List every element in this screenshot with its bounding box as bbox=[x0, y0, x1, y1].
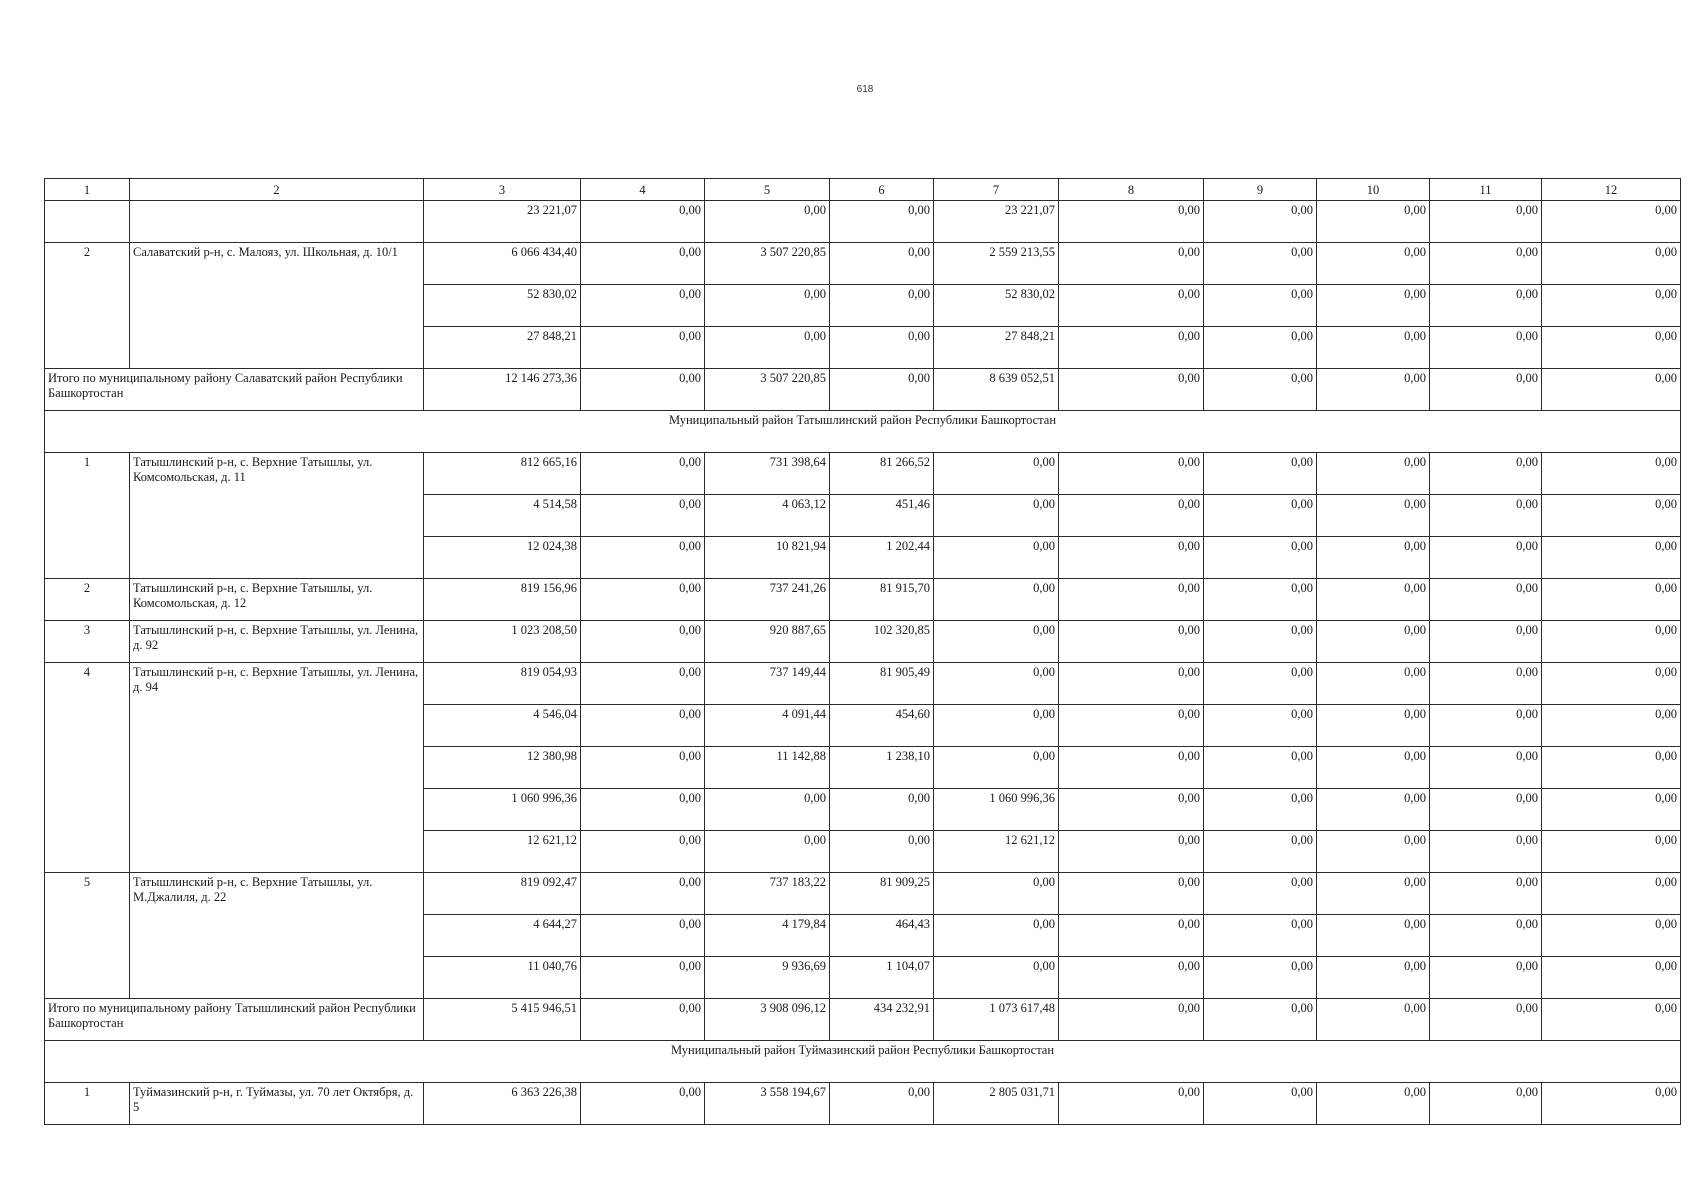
cell-value: 10 821,94 bbox=[705, 537, 830, 579]
cell-value: 0,00 bbox=[705, 285, 830, 327]
cell-value: 0,00 bbox=[1204, 369, 1317, 411]
total-label: Итого по муниципальному району Салаватский район Республики Башкортостан bbox=[45, 369, 424, 411]
cell-value: 23 221,07 bbox=[934, 201, 1059, 243]
cell-value: 920 887,65 bbox=[705, 621, 830, 663]
cell-value: 0,00 bbox=[1317, 537, 1430, 579]
cell-value: 11 040,76 bbox=[424, 957, 581, 999]
cell-value: 737 241,26 bbox=[705, 579, 830, 621]
cell-value: 454,60 bbox=[830, 705, 934, 747]
cell-value: 0,00 bbox=[1059, 327, 1204, 369]
cell-value: 0,00 bbox=[1317, 369, 1430, 411]
cell-value: 0,00 bbox=[1317, 243, 1430, 285]
cell-value: 0,00 bbox=[1542, 915, 1681, 957]
cell-value: 0,00 bbox=[1542, 579, 1681, 621]
cell-value: 0,00 bbox=[1059, 789, 1204, 831]
cell-value: 0,00 bbox=[1542, 1083, 1681, 1125]
cell-value: 0,00 bbox=[1059, 873, 1204, 915]
cell-value: 0,00 bbox=[934, 579, 1059, 621]
cell-value: 0,00 bbox=[1059, 747, 1204, 789]
cell-value: 52 830,02 bbox=[934, 285, 1059, 327]
cell-value: 2 805 031,71 bbox=[934, 1083, 1059, 1125]
cell-value: 12 621,12 bbox=[424, 831, 581, 873]
page-number: 618 bbox=[856, 84, 874, 95]
cell-value: 464,43 bbox=[830, 915, 934, 957]
cell-value: 434 232,91 bbox=[830, 999, 934, 1041]
cell-value: 0,00 bbox=[1059, 705, 1204, 747]
cell-value: 0,00 bbox=[1204, 243, 1317, 285]
cell-value: 102 320,85 bbox=[830, 621, 934, 663]
address-cell: Салаватский р-н, с. Малояз, ул. Школьная, д. 10/1 bbox=[130, 243, 424, 369]
cell-value: 451,46 bbox=[830, 495, 934, 537]
total-row bbox=[45, 369, 1681, 411]
cell-value: 0,00 bbox=[1542, 705, 1681, 747]
cell-value: 0,00 bbox=[1204, 495, 1317, 537]
row-index: 1 bbox=[45, 453, 130, 579]
column-header: 3 bbox=[424, 179, 581, 201]
cell-value: 0,00 bbox=[1430, 621, 1542, 663]
cell-value: 0,00 bbox=[1204, 327, 1317, 369]
cell-value: 731 398,64 bbox=[705, 453, 830, 495]
cell-value: 81 909,25 bbox=[830, 873, 934, 915]
address-cell: Татышлинский р-н, с. Верхние Татышлы, ул. Комсомольская, д. 11 bbox=[130, 453, 424, 579]
row-index: 3 bbox=[45, 621, 130, 663]
section-row bbox=[45, 1041, 1681, 1083]
cell-value: 0,00 bbox=[934, 747, 1059, 789]
cell-value: 0,00 bbox=[1542, 663, 1681, 705]
cell-value: 0,00 bbox=[830, 1083, 934, 1125]
cell-value: 0,00 bbox=[1430, 705, 1542, 747]
cell-value: 3 558 194,67 bbox=[705, 1083, 830, 1125]
row-index bbox=[45, 201, 130, 243]
cell-value: 0,00 bbox=[830, 285, 934, 327]
cell-value: 0,00 bbox=[1430, 1083, 1542, 1125]
row-index: 2 bbox=[45, 579, 130, 621]
cell-value: 0,00 bbox=[1317, 1083, 1430, 1125]
cell-value: 0,00 bbox=[1059, 999, 1204, 1041]
address-cell: Татышлинский р-н, с. Верхние Татышлы, ул. Ленина, д. 92 bbox=[130, 621, 424, 663]
cell-value: 0,00 bbox=[1204, 831, 1317, 873]
cell-value: 0,00 bbox=[1204, 705, 1317, 747]
cell-value: 0,00 bbox=[581, 621, 705, 663]
cell-value: 4 546,04 bbox=[424, 705, 581, 747]
cell-value: 4 179,84 bbox=[705, 915, 830, 957]
cell-value: 0,00 bbox=[1317, 747, 1430, 789]
column-header: 11 bbox=[1430, 179, 1542, 201]
column-header: 4 bbox=[581, 179, 705, 201]
cell-value: 0,00 bbox=[581, 495, 705, 537]
column-header: 2 bbox=[130, 179, 424, 201]
table-row bbox=[45, 621, 1681, 663]
cell-value: 6 363 226,38 bbox=[424, 1083, 581, 1125]
cell-value: 4 514,58 bbox=[424, 495, 581, 537]
cell-value: 0,00 bbox=[581, 285, 705, 327]
cell-value: 812 665,16 bbox=[424, 453, 581, 495]
cell-value: 0,00 bbox=[1542, 201, 1681, 243]
cell-value: 81 915,70 bbox=[830, 579, 934, 621]
cell-value: 0,00 bbox=[1430, 789, 1542, 831]
cell-value: 0,00 bbox=[830, 327, 934, 369]
cell-value: 0,00 bbox=[1542, 747, 1681, 789]
cell-value: 0,00 bbox=[581, 537, 705, 579]
cell-value: 0,00 bbox=[1542, 369, 1681, 411]
cell-value: 0,00 bbox=[1059, 579, 1204, 621]
cell-value: 0,00 bbox=[1059, 1083, 1204, 1125]
header-row bbox=[45, 179, 1681, 201]
cell-value: 0,00 bbox=[581, 957, 705, 999]
cell-value: 1 060 996,36 bbox=[424, 789, 581, 831]
row-index: 2 bbox=[45, 243, 130, 369]
cell-value: 0,00 bbox=[1059, 201, 1204, 243]
cell-value: 0,00 bbox=[1542, 327, 1681, 369]
cell-value: 0,00 bbox=[934, 621, 1059, 663]
cell-value: 0,00 bbox=[1204, 285, 1317, 327]
cell-value: 0,00 bbox=[1317, 873, 1430, 915]
cell-value: 0,00 bbox=[1204, 873, 1317, 915]
cell-value: 0,00 bbox=[1059, 285, 1204, 327]
cell-value: 0,00 bbox=[1542, 957, 1681, 999]
cell-value: 0,00 bbox=[1430, 663, 1542, 705]
cell-value: 0,00 bbox=[934, 705, 1059, 747]
cell-value: 0,00 bbox=[1204, 999, 1317, 1041]
address-cell: Туймазинский р-н, г. Туймазы, ул. 70 лет Октября, д. 5 bbox=[130, 1083, 424, 1125]
cell-value: 0,00 bbox=[1542, 831, 1681, 873]
cell-value: 12 621,12 bbox=[934, 831, 1059, 873]
cell-value: 0,00 bbox=[705, 831, 830, 873]
cell-value: 0,00 bbox=[830, 201, 934, 243]
cell-value: 0,00 bbox=[1430, 495, 1542, 537]
cell-value: 11 142,88 bbox=[705, 747, 830, 789]
cell-value: 0,00 bbox=[1317, 495, 1430, 537]
cell-value: 0,00 bbox=[934, 663, 1059, 705]
cell-value: 0,00 bbox=[830, 789, 934, 831]
cell-value: 0,00 bbox=[581, 243, 705, 285]
cell-value: 27 848,21 bbox=[934, 327, 1059, 369]
cell-value: 819 054,93 bbox=[424, 663, 581, 705]
table-row bbox=[45, 243, 1681, 285]
table-row bbox=[45, 873, 1681, 915]
row-index: 4 bbox=[45, 663, 130, 873]
cell-value: 0,00 bbox=[581, 831, 705, 873]
cell-value: 0,00 bbox=[1317, 579, 1430, 621]
column-header: 12 bbox=[1542, 179, 1681, 201]
address-cell: Татышлинский р-н, с. Верхние Татышлы, ул. Ленина, д. 94 bbox=[130, 663, 424, 873]
cell-value: 0,00 bbox=[1430, 915, 1542, 957]
cell-value: 0,00 bbox=[1430, 369, 1542, 411]
address-cell: Татышлинский р-н, с. Верхние Татышлы, ул. М.Джалиля, д. 22 bbox=[130, 873, 424, 999]
table-row bbox=[45, 201, 1681, 243]
cell-value: 0,00 bbox=[1430, 873, 1542, 915]
cell-value: 0,00 bbox=[1317, 663, 1430, 705]
cell-value: 6 066 434,40 bbox=[424, 243, 581, 285]
address-cell: Татышлинский р-н, с. Верхние Татышлы, ул. Комсомольская, д. 12 bbox=[130, 579, 424, 621]
cell-value: 0,00 bbox=[1542, 453, 1681, 495]
cell-value: 1 104,07 bbox=[830, 957, 934, 999]
table-row bbox=[45, 1083, 1681, 1125]
cell-value: 0,00 bbox=[1542, 495, 1681, 537]
cell-value: 0,00 bbox=[1430, 579, 1542, 621]
cell-value: 0,00 bbox=[1430, 537, 1542, 579]
cell-value: 1 238,10 bbox=[830, 747, 934, 789]
cell-value: 0,00 bbox=[934, 537, 1059, 579]
cell-value: 737 183,22 bbox=[705, 873, 830, 915]
cell-value: 0,00 bbox=[1059, 621, 1204, 663]
cell-value: 0,00 bbox=[934, 957, 1059, 999]
cell-value: 737 149,44 bbox=[705, 663, 830, 705]
cell-value: 0,00 bbox=[1542, 243, 1681, 285]
cell-value: 0,00 bbox=[581, 201, 705, 243]
cell-value: 27 848,21 bbox=[424, 327, 581, 369]
cell-value: 0,00 bbox=[1059, 243, 1204, 285]
cell-value: 0,00 bbox=[1317, 831, 1430, 873]
cell-value: 0,00 bbox=[1430, 999, 1542, 1041]
column-header: 5 bbox=[705, 179, 830, 201]
cell-value: 0,00 bbox=[1430, 201, 1542, 243]
cell-value: 0,00 bbox=[705, 201, 830, 243]
cell-value: 0,00 bbox=[934, 873, 1059, 915]
column-header: 7 bbox=[934, 179, 1059, 201]
cell-value: 0,00 bbox=[1204, 915, 1317, 957]
cell-value: 0,00 bbox=[1059, 369, 1204, 411]
budget-table bbox=[44, 178, 1681, 1125]
cell-value: 0,00 bbox=[581, 915, 705, 957]
total-row bbox=[45, 999, 1681, 1041]
cell-value: 1 073 617,48 bbox=[934, 999, 1059, 1041]
cell-value: 0,00 bbox=[581, 747, 705, 789]
cell-value: 0,00 bbox=[1204, 747, 1317, 789]
cell-value: 0,00 bbox=[1430, 831, 1542, 873]
cell-value: 819 092,47 bbox=[424, 873, 581, 915]
cell-value: 0,00 bbox=[934, 495, 1059, 537]
cell-value: 0,00 bbox=[1430, 243, 1542, 285]
cell-value: 0,00 bbox=[1542, 789, 1681, 831]
cell-value: 0,00 bbox=[1059, 957, 1204, 999]
cell-value: 0,00 bbox=[1317, 621, 1430, 663]
cell-value: 0,00 bbox=[705, 789, 830, 831]
cell-value: 4 091,44 bbox=[705, 705, 830, 747]
cell-value: 52 830,02 bbox=[424, 285, 581, 327]
cell-value: 0,00 bbox=[1317, 201, 1430, 243]
cell-value: 0,00 bbox=[1059, 663, 1204, 705]
cell-value: 0,00 bbox=[1317, 285, 1430, 327]
table-row bbox=[45, 453, 1681, 495]
row-index: 1 bbox=[45, 1083, 130, 1125]
cell-value: 0,00 bbox=[1430, 327, 1542, 369]
section-title: Муниципальный район Татышлинский район Республики Башкортостан bbox=[45, 411, 1681, 453]
cell-value: 3 507 220,85 bbox=[705, 243, 830, 285]
cell-value: 0,00 bbox=[1204, 789, 1317, 831]
cell-value: 0,00 bbox=[1542, 285, 1681, 327]
cell-value: 0,00 bbox=[581, 663, 705, 705]
cell-value: 12 146 273,36 bbox=[424, 369, 581, 411]
column-header: 8 bbox=[1059, 179, 1204, 201]
cell-value: 0,00 bbox=[1317, 999, 1430, 1041]
cell-value: 0,00 bbox=[1317, 327, 1430, 369]
cell-value: 0,00 bbox=[581, 1083, 705, 1125]
cell-value: 3 908 096,12 bbox=[705, 999, 830, 1041]
cell-value: 5 415 946,51 bbox=[424, 999, 581, 1041]
cell-value: 0,00 bbox=[934, 915, 1059, 957]
cell-value: 0,00 bbox=[1204, 621, 1317, 663]
cell-value: 4 063,12 bbox=[705, 495, 830, 537]
cell-value: 0,00 bbox=[581, 453, 705, 495]
cell-value: 819 156,96 bbox=[424, 579, 581, 621]
section-title: Муниципальный район Туймазинский район Республики Башкортостан bbox=[45, 1041, 1681, 1083]
cell-value: 0,00 bbox=[1430, 747, 1542, 789]
cell-value: 0,00 bbox=[1204, 201, 1317, 243]
address-cell bbox=[130, 201, 424, 243]
table-row bbox=[45, 663, 1681, 705]
cell-value: 0,00 bbox=[1430, 957, 1542, 999]
cell-value: 0,00 bbox=[1430, 453, 1542, 495]
column-header: 1 bbox=[45, 179, 130, 201]
row-index: 5 bbox=[45, 873, 130, 999]
cell-value: 0,00 bbox=[1317, 453, 1430, 495]
cell-value: 0,00 bbox=[1317, 915, 1430, 957]
cell-value: 0,00 bbox=[1542, 999, 1681, 1041]
cell-value: 0,00 bbox=[1317, 705, 1430, 747]
cell-value: 3 507 220,85 bbox=[705, 369, 830, 411]
cell-value: 0,00 bbox=[1059, 453, 1204, 495]
cell-value: 0,00 bbox=[1204, 579, 1317, 621]
table-row bbox=[45, 579, 1681, 621]
cell-value: 0,00 bbox=[1204, 663, 1317, 705]
cell-value: 0,00 bbox=[1542, 621, 1681, 663]
cell-value: 0,00 bbox=[830, 369, 934, 411]
cell-value: 0,00 bbox=[581, 999, 705, 1041]
cell-value: 81 905,49 bbox=[830, 663, 934, 705]
cell-value: 4 644,27 bbox=[424, 915, 581, 957]
cell-value: 0,00 bbox=[1542, 873, 1681, 915]
cell-value: 0,00 bbox=[830, 243, 934, 285]
cell-value: 8 639 052,51 bbox=[934, 369, 1059, 411]
total-label: Итого по муниципальному району Татышлинский район Республики Башкортостан bbox=[45, 999, 424, 1041]
cell-value: 0,00 bbox=[581, 705, 705, 747]
cell-value: 0,00 bbox=[1542, 537, 1681, 579]
column-header: 9 bbox=[1204, 179, 1317, 201]
cell-value: 1 023 208,50 bbox=[424, 621, 581, 663]
cell-value: 12 024,38 bbox=[424, 537, 581, 579]
cell-value: 81 266,52 bbox=[830, 453, 934, 495]
cell-value: 0,00 bbox=[581, 327, 705, 369]
cell-value: 0,00 bbox=[1204, 453, 1317, 495]
cell-value: 0,00 bbox=[1059, 495, 1204, 537]
cell-value: 0,00 bbox=[1204, 957, 1317, 999]
cell-value: 0,00 bbox=[1317, 789, 1430, 831]
cell-value: 0,00 bbox=[830, 831, 934, 873]
cell-value: 0,00 bbox=[1204, 1083, 1317, 1125]
cell-value: 1 202,44 bbox=[830, 537, 934, 579]
cell-value: 0,00 bbox=[1059, 915, 1204, 957]
cell-value: 0,00 bbox=[1204, 537, 1317, 579]
cell-value: 0,00 bbox=[705, 327, 830, 369]
cell-value: 0,00 bbox=[1059, 831, 1204, 873]
cell-value: 0,00 bbox=[581, 789, 705, 831]
cell-value: 9 936,69 bbox=[705, 957, 830, 999]
column-header: 10 bbox=[1317, 179, 1430, 201]
cell-value: 0,00 bbox=[1059, 537, 1204, 579]
cell-value: 0,00 bbox=[1430, 285, 1542, 327]
cell-value: 0,00 bbox=[934, 453, 1059, 495]
cell-value: 0,00 bbox=[581, 369, 705, 411]
cell-value: 1 060 996,36 bbox=[934, 789, 1059, 831]
section-row bbox=[45, 411, 1681, 453]
cell-value: 0,00 bbox=[581, 579, 705, 621]
cell-value: 2 559 213,55 bbox=[934, 243, 1059, 285]
cell-value: 0,00 bbox=[1317, 957, 1430, 999]
column-header: 6 bbox=[830, 179, 934, 201]
cell-value: 23 221,07 bbox=[424, 201, 581, 243]
cell-value: 0,00 bbox=[581, 873, 705, 915]
cell-value: 12 380,98 bbox=[424, 747, 581, 789]
